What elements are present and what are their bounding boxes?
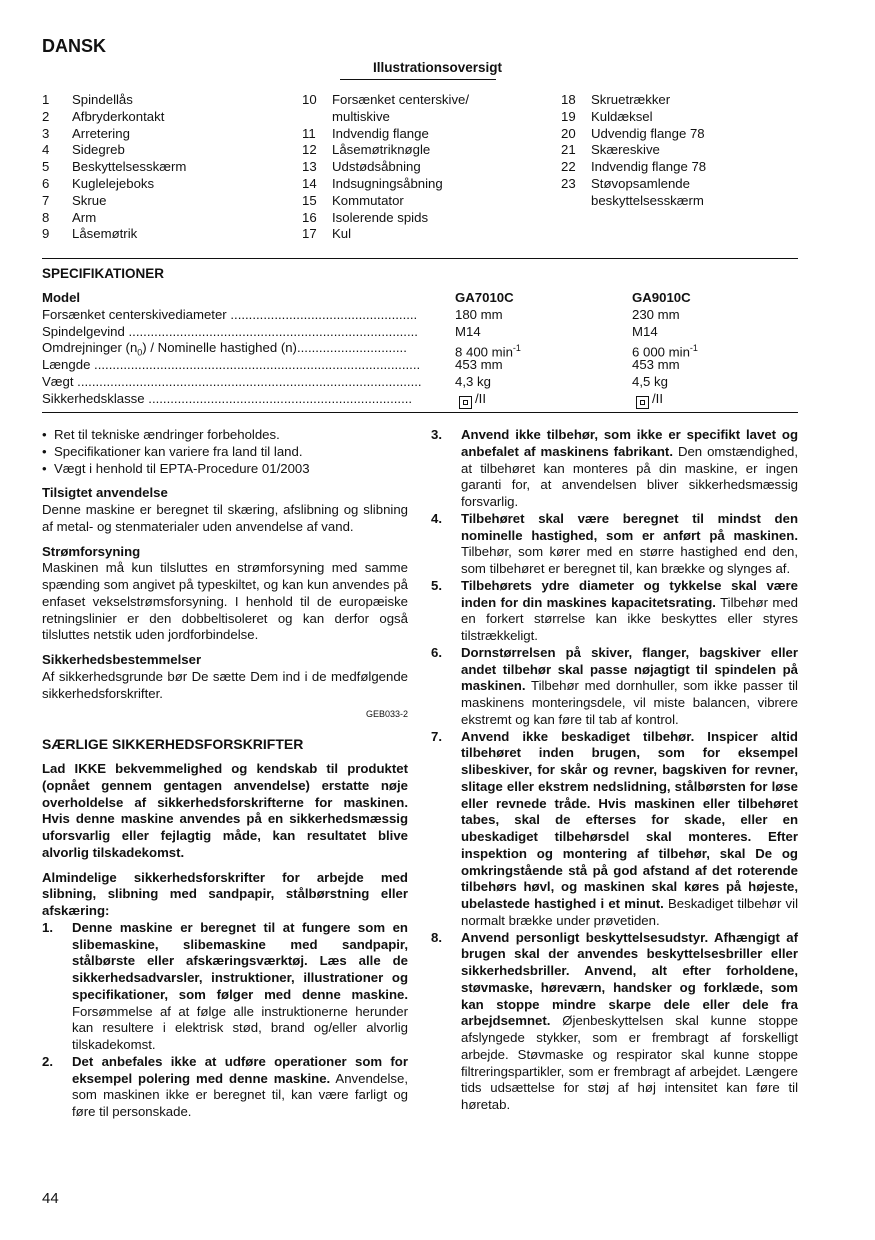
list-item: 7. Anvend ikke beskadiget tilbehør. Inspicer altid tilbehøret inden brugen, som for eksempel slibeskiver, for skår og revner, bagskiven for revner, slitage eller ekstrem nedslidning, stålbørsten for løse eller revnede tråde. Hvis maskinen eller tilbehøret tabes, skal de efterses for skade, eller en ubeskadiget tilbehørsdel skal monteres. Efter inspektion og montering af tilbehør, skal De og omkringstående stå på god afstand af det roterende tilbehørs høvl, og maskinen skal køres på højeste, ubelastede hastighed i et minut. Beskadiget tilbehør vil normalt brække under prøvetiden. [431,728,798,928]
list-item: 3 Arretering [42,125,130,141]
list-item: 22 Indvendig flange 78 [561,159,707,175]
table-row: Forsænket centerskivediameter ................................................... 180 mm 230 mm [42,306,680,322]
list-item: 1. Denne maskine er beregnet til at fungere som en slibemaskine, slibemaskine med sandpapir, stålbørste eller afskæringsværktøj. Læs alle de sikkerhedsadvarsler, instruktioner, illustrationer og specifikationer, som følger med denne maskine. Forsømmelse af at følge alle instruktionerne herunder kan resultere i elektrisk stød, brand og/eller alvorlig tilskadekomst. [42,919,408,1052]
list-item: 4 Sidegreb [42,142,125,158]
list-item: • Vægt i henhold til EPTA-Procedure 01/2003 [42,460,310,476]
list-item: 6 Kuglelejeboks [42,175,155,191]
list-item: 18 Skruetrækker [561,92,671,107]
table-header: Model GA7010C GA9010C [42,290,691,305]
list-item: 14 Indsugningsåbning [302,175,443,191]
list-item: 3. Anvend ikke tilbehør, som ikke er specifikt lavet og anbefalet af maskinens fabrikant. Den omstændighed, at tilbehøret kan monteres på din maskine, er ingen garanti for, at anvendelsen bliver sikkerhedsmæssig forsvarlig. [431,427,798,509]
safety-rules-text: Af sikkerhedsgrunde bør De sætte Dem ind i de medfølgende sikkerhedsforskrifter. [42,668,408,701]
language-heading: DANSK [42,36,107,56]
divider [42,258,798,259]
list-item: 7 Skrue [42,192,107,208]
parts-column-1 [42,92,292,243]
parts-column-2 [302,92,552,243]
table-row: Omdrejninger $(n_0)$ / Nominelle hastighed (n).............................. 8 400 $\min^{-1}$ 6 000 $\min^{-1}$ [42,340,698,360]
list-item: 1 Spindellås [42,92,133,107]
safety-rules-heading: Sikkerhedsbestemmelser [42,652,202,667]
table-row: Vægt .............................................................................................. 4,3 kg 4,5 kg [42,373,668,389]
list-item: 8 Arm [42,209,97,225]
list-item: multiskive [332,108,390,124]
list-item: 11 Indvendig flange [302,125,429,141]
intended-use-text: Denne maskine er beregnet til skæring, afslibning og slibning af metal- og stenmaterialer uden anvendelse af vand. [42,502,408,534]
list-item: beskyttelsesskærm [591,192,704,208]
table-row: Sikkerhedsklasse ........................................................................ /II /II [42,391,798,408]
double-insulation-icon [636,396,649,409]
list-item: 21 Skæreskive [561,142,660,158]
special-safety-intro: Lad IKKE bekvemmelighed og kendskab til produktet (opnået gennem gentagen anvendelse) erstatte nøje overholdelse af sikkerhedsforskrifterne for maskinen. Hvis denne maskine anvendes på en sikkerhedsmæssig uforsvarlig eller fejlagtig måde, kan resultatet blive alvorlig tilskadekomst. [42,761,408,860]
bullet-icon: • [42,443,47,459]
list-item: 6. Dornstørrelsen på skiver, flanger, bagskiver eller andet tilbehør skal passe nøjagtigt til spindelen på maskinen. Tilbehør med dornhuller, som ikke passer til maskinens monteringsdele, vil miste balancen, vibrere ekstremt og kan føre til tab af kontrol. [431,644,798,727]
page-number: 44 [42,1190,59,1207]
list-item: 5. Tilbehørets ydre diameter og tykkelse skal være inden for din maskines kapacitetsrating. Tilbehør med en forkert størrelse kan ikke beskyttes eller styres tilstrækkeligt. [431,577,798,643]
list-item: 19 Kuldæksel [561,108,653,124]
bullet-icon: • [42,427,47,442]
bullet-icon: • [42,460,47,476]
list-item: 20 Udvendig flange 78 [561,125,705,141]
list-item: 17 Kul [302,226,352,242]
power-supply-heading: Strømforsyning [42,543,141,559]
left-column [42,427,408,1121]
list-item: 2 Afbryderkontakt [42,108,165,124]
divider [42,412,798,413]
power-supply-text: Maskinen må kun tilsluttes en strømforsyning med samme spænding som angivet på typeskiltet, og kan kun anvendes på enfaset vekselstrømsforsyning. I henhold til de europæiske retningslinier er den dobbeltisoleret og kan derfor også tilsluttes netstik uden jordforbindelse. [42,560,408,643]
special-safety-heading: SÆRLIGE SIKKERHEDSFORSKRIFTER [42,736,304,753]
general-safety-intro: Almindelige sikkerhedsforskrifter for arbejde med slibning, slibning med sandpapir, stålbørstning eller afskæring: [42,869,408,918]
list-item: 8. Anvend personligt beskyttelsesudstyr. Afhængigt af brugen skal der anvendes beskyttelsesbriller eller sikkerhedsbriller. Anvend, alt efter forholdene, støvmaske, høreværn, handsker og forklæde, som kan stoppe mindre skarpe dele eller dele fra arbejdsemnet. Øjenbeskyttelsen skal kunne stoppe afslyngede stykker, som er frembragt af forskelligt arbejde. Støvmaske og respirator skal kunne stoppe filtreringspartikler, som er frembragt af arbejdet. Længere tids udsættelse for støj af høj intensitet kan føre til høretab. [431,929,798,1112]
list-item: 13 Udstødsåbning [302,159,421,175]
list-item: • Specifikationer kan variere fra land til land. [42,443,303,459]
list-item: 9 Låsemøtrik [42,226,138,242]
double-insulation-icon [459,396,472,409]
list-item: 10 Forsænket centerskive/ [302,92,470,107]
list-item: • Ret til tekniske ændringer forbeholdes. [42,427,280,442]
table-row: Længde ......................................................................................... 453 mm 453 mm [42,357,680,373]
list-item: 15 Kommutator [302,192,404,208]
table-row: Spindelgevind ............................................................................... M14 M14 [42,323,658,339]
specifications-table [42,290,798,408]
list-item: 4. Tilbehøret skal være beregnet til mindst den nominelle hastighed, som er anført på maskinen. Tilbehør, som kører med en større hastighed end den, som tilbehøret er beregnet til, kan brække og slynges af. [431,510,798,576]
intended-use-heading: Tilsigtet anvendelse [42,485,168,501]
document-code: GEB033-2 [365,709,408,720]
specifications-title: SPECIFIKATIONER [42,266,165,281]
list-item: 12 Låsemøtriknøgle [302,142,431,158]
illustration-overview-title: Illustrationsoversigt [372,60,503,75]
title-underline [340,79,496,80]
list-item: 23 Støvopsamlende [561,175,690,191]
parts-column-3 [561,92,798,210]
list-item: 16 Isolerende spids [302,209,429,225]
list-item: 5 Beskyttelsesskærm [42,159,187,175]
list-item: 2. Det anbefales ikke at udføre operationer som for eksempel polering med denne maskine. Anvendelse, som maskinen ikke er beregnet til, kan være farligt og føre til personskade. [42,1053,408,1119]
right-column [431,427,798,1114]
